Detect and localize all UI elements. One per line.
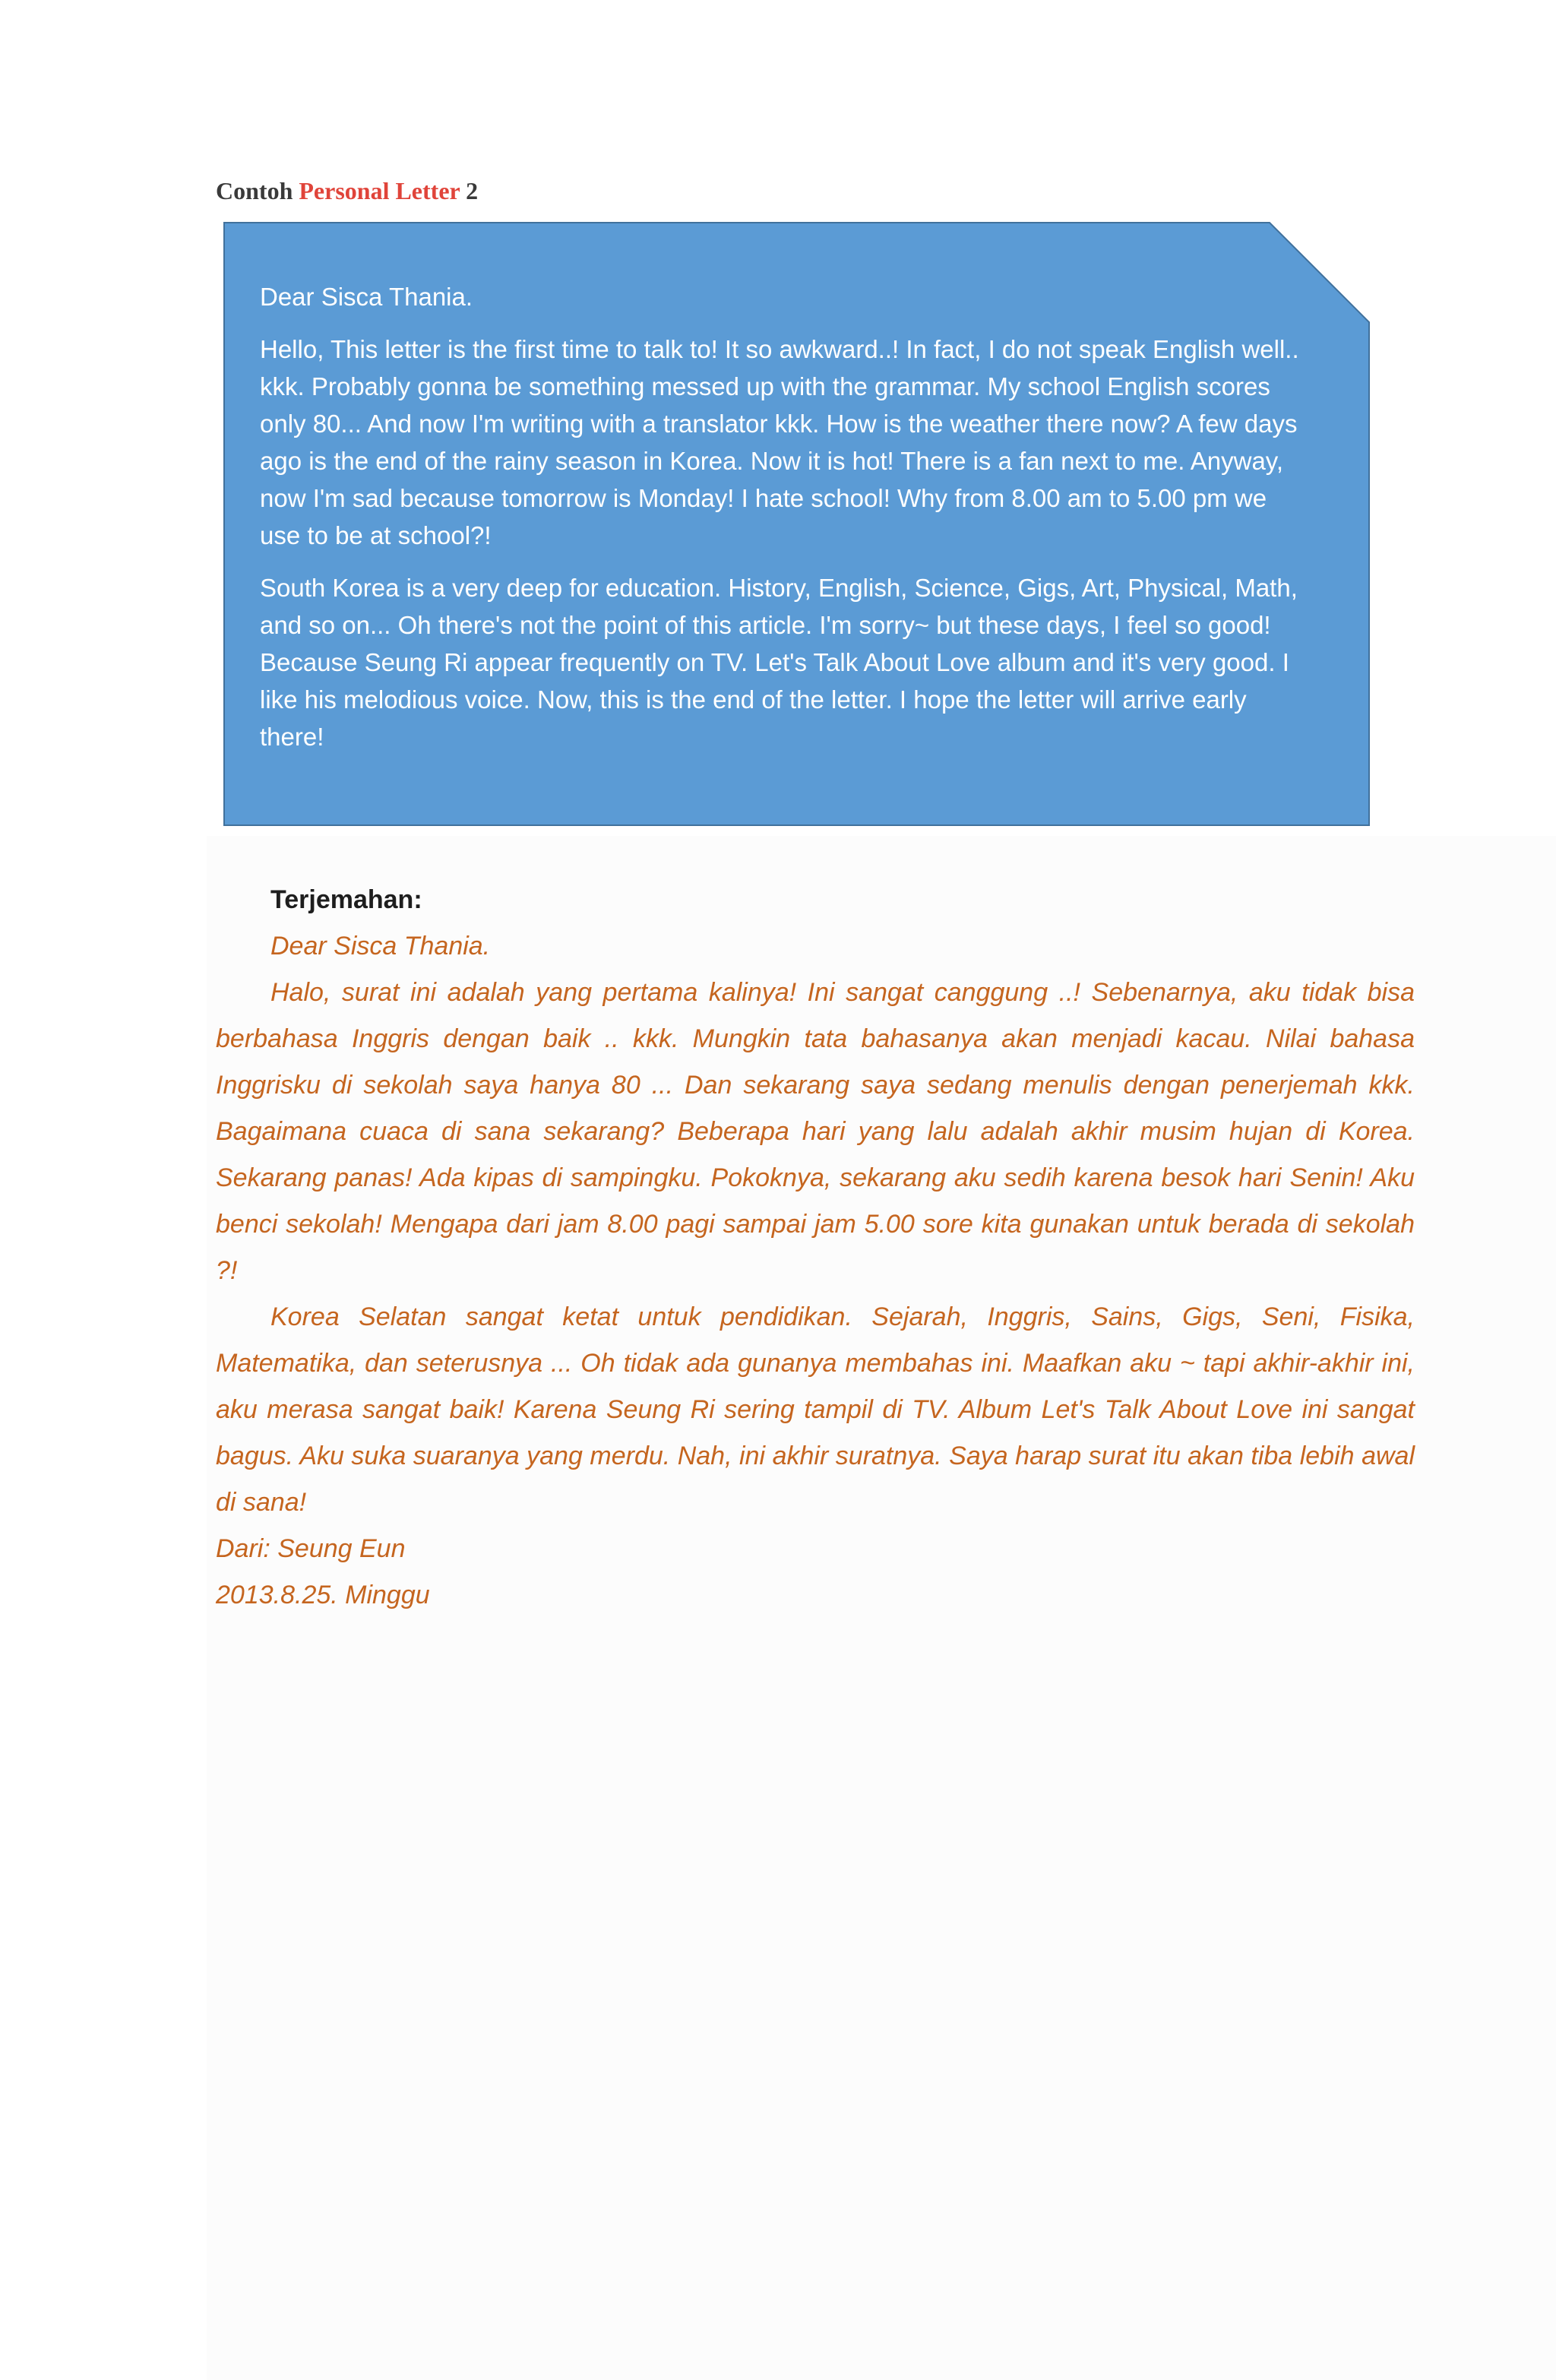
heading-accent: Personal Letter <box>299 177 460 204</box>
translation-paragraph-2: Korea Selatan sangat ketat untuk pendidikan. Sejarah, Inggris, Sains, Gigs, Seni, Fisika, Matematika, dan seterusnya ... Oh tidak ada gunanya membahas ini. Maafkan aku ~ tapi akhir-akhir ini, aku merasa sangat baik! Karena Seung Ri sering tampil di TV. Album Let's Talk About Love ini sangat bagus. Aku suka suaranya yang merdu. Nah, ini akhir suratnya. Saya harap surat itu akan tiba lebih awal di sana! <box>216 1302 1415 1517</box>
letter-paragraph-1: Hello, This letter is the first time to talk to! It so awkward..! In fact, I do not speak English well.. kkk. Probably gonna be something messed up with the grammar. My school English scores only 80... And now I'm writing with a translator kkk. How is the weather there now? A few days ago is the end of the rainy season in Korea. Now it is hot! There is a fan next to me. Anyway, now I'm sad because tomorrow is Monday! I hate school! Why from 8.00 am to 5.00 pm we use to be at school?! <box>260 335 1299 549</box>
heading-prefix: Contoh <box>216 177 293 204</box>
letter-paragraph-2: South Korea is a very deep for education. History, English, Science, Gigs, Art, Physical, Math, and so on... Oh there's not the point of this article. I'm sorry~ but these days, I feel so good! Because Seung Ri appear frequently on TV. Let's Talk About Love album and it's very good. I like his melodious voice. Now, this is the end of the letter. I hope the letter will arrive early there! <box>260 574 1298 751</box>
heading-suffix: 2 <box>466 177 479 204</box>
translation-section <box>216 877 1415 1619</box>
letter-box <box>223 222 1371 827</box>
letter-greeting: Dear Sisca Thania. <box>260 283 473 311</box>
document-heading <box>216 173 478 208</box>
letter-body <box>260 278 1308 771</box>
translation-sender: Dari: Seung Eun <box>216 1534 406 1563</box>
translation-date: 2013.8.25. Minggu <box>216 1581 430 1609</box>
translation-greeting: Dear Sisca Thania. <box>270 932 491 961</box>
translation-label: Terjemahan: <box>270 885 422 914</box>
translation-paragraph-1: Halo, surat ini adalah yang pertama kalinya! Ini sangat canggung ..! Sebenarnya, aku tidak bisa berbahasa Inggris dengan baik .. kkk. Mungkin tata bahasanya akan menjadi kacau. Nilai bahasa Inggrisku di sekolah saya hanya 80 ... Dan sekarang saya sedang menulis dengan penerjemah kkk. Bagaimana cuaca di sana sekarang? Beberapa hari yang lalu adalah akhir musim hujan di Korea. Sekarang panas! Ada kipas di sampingku. Pokoknya, sekarang aku sedih karena besok hari Senin! Aku benci sekolah! Mengapa dari jam 8.00 pagi sampai jam 5.00 sore kita gunakan untuk berada di sekolah ?! <box>216 978 1415 1285</box>
